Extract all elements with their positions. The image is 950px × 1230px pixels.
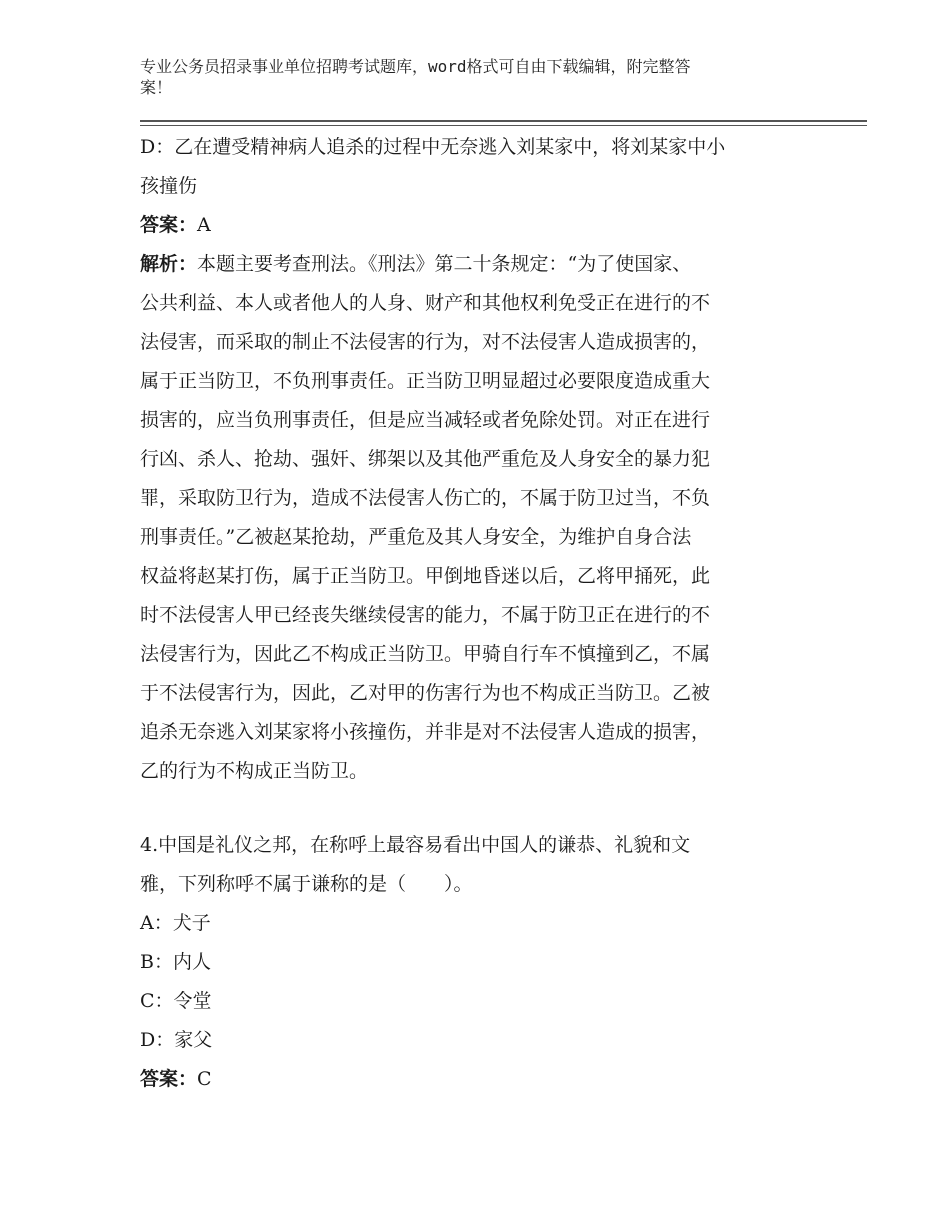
analysis-line: 追杀无奈逃入刘某家将小孩撞伤，并非是对不法侵害人造成的损害， <box>140 721 711 743</box>
answer-label: 答案： <box>140 214 198 236</box>
option-a: A：犬子 <box>140 912 211 934</box>
analysis-text-first: 本题主要考查刑法。《刑法》第二十条规定：“为了使国家、 <box>197 253 692 275</box>
option-d-line-1: D：乙在遭受精神病人追杀的过程中无奈逃入刘某家中，将刘某家中小 <box>140 136 726 158</box>
option-d-line-2: 孩撞伤 <box>140 175 198 197</box>
analysis-line: 罪，采取防卫行为，造成不法侵害人伤亡的，不属于防卫过当，不负 <box>140 487 711 509</box>
analysis-line: 权益将赵某打伤，属于正当防卫。甲倒地昏迷以后，乙将甲捅死，此 <box>140 565 711 587</box>
analysis-line: 法侵害行为，因此乙不构成正当防卫。甲骑自行车不慎撞到乙，不属 <box>140 643 711 665</box>
option-d: D：家父 <box>140 1029 213 1051</box>
question-4-block <box>140 826 820 1099</box>
answer-label: 答案： <box>140 1068 198 1090</box>
analysis-line: 于不法侵害行为，因此，乙对甲的伤害行为也不构成正当防卫。乙被 <box>140 682 711 704</box>
analysis-line: 刑事责任。”乙被赵某抢劫，严重危及其人身安全，为维护自身合法 <box>140 526 692 548</box>
option-b: B：内人 <box>140 951 211 973</box>
question-stem-line-1: 4.中国是礼仪之邦，在称呼上最容易看出中国人的谦恭、礼貌和文 <box>140 834 691 856</box>
header-rule-thin <box>140 125 867 126</box>
analysis-line: 公共利益、本人或者他人的人身、财产和其他权利免受正在进行的不 <box>140 292 711 314</box>
analysis-line: 损害的，应当负刑事责任，但是应当减轻或者免除处罚。对正在进行 <box>140 409 711 431</box>
header-rule-thick <box>140 120 867 122</box>
prev-question-block <box>140 128 820 791</box>
analysis-line-1 <box>140 245 820 284</box>
analysis-line: 属于正当防卫，不负刑事责任。正当防卫明显超过必要限度造成重大 <box>140 370 711 392</box>
answer-line <box>140 1060 820 1099</box>
analysis-line: 行凶、杀人、抢劫、强奸、绑架以及其他严重危及人身安全的暴力犯 <box>140 448 711 470</box>
header-line-1: 专业公务员招录事业单位招聘考试题库，word格式可自由下载编辑，附完整答 <box>140 57 691 76</box>
analysis-line: 时不法侵害人甲已经丧失继续侵害的能力，不属于防卫正在进行的不 <box>140 604 711 626</box>
header-line-2: 案！ <box>140 78 173 97</box>
analysis-label: 解析： <box>140 253 198 275</box>
analysis-line: 法侵害，而采取的制止不法侵害的行为，对不法侵害人造成损害的， <box>140 331 711 353</box>
answer-value: A <box>197 214 211 236</box>
page-header <box>140 56 800 98</box>
answer-value: C <box>197 1068 212 1090</box>
question-stem-line-2: 雅，下列称呼不属于谦称的是（ ）。 <box>140 873 473 895</box>
option-c: C：令堂 <box>140 990 212 1012</box>
answer-line <box>140 206 820 245</box>
analysis-line: 乙的行为不构成正当防卫。 <box>140 760 369 782</box>
